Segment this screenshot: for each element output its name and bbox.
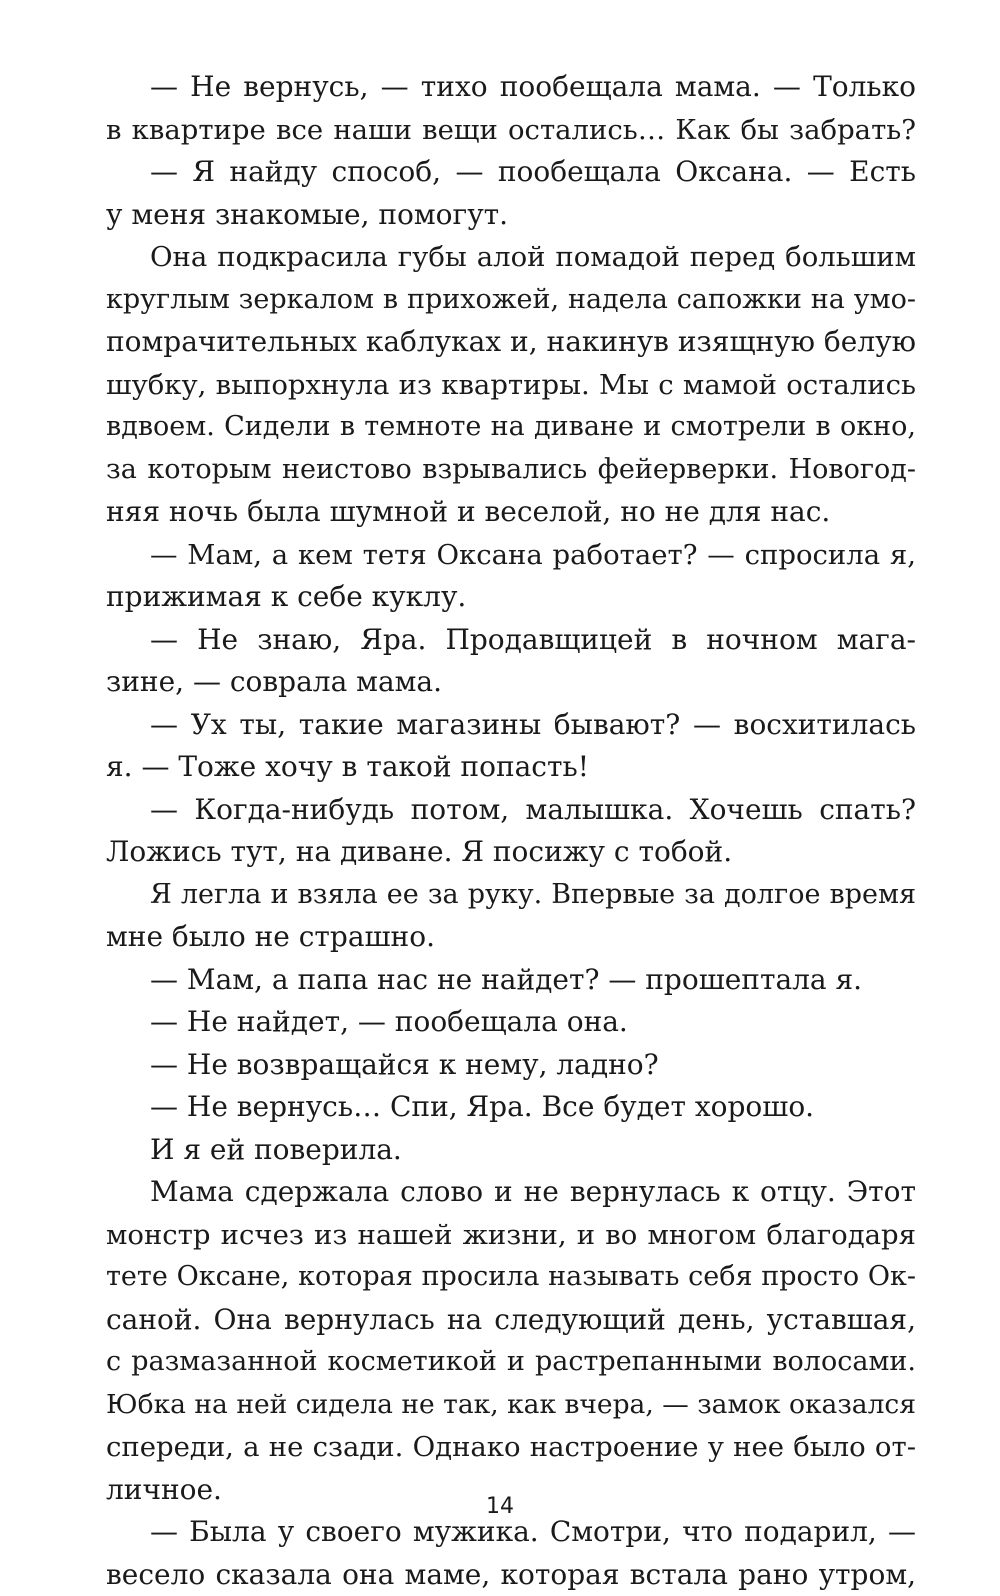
text-line: Мама сдержала слово и не вернулась к отцу. Этот xyxy=(106,1171,916,1214)
text-line: прижимая к себе куклу. xyxy=(106,576,916,619)
text-line: И я ей поверила. xyxy=(106,1129,916,1172)
text-line: няя ночь была шумной и веселой, но не для нас. xyxy=(106,491,916,534)
text-line: — Не вернусь… Спи, Яра. Все будет хорошо. xyxy=(106,1086,916,1129)
text-line: — Не знаю, Яра. Продавщицей в ночном мага- xyxy=(106,619,916,662)
text-line: Ложись тут, на диване. Я посижу с тобой. xyxy=(106,831,916,874)
text-line: Я легла и взяла ее за руку. Впервые за долгое время xyxy=(106,874,916,917)
text-line: весело сказала она маме, которая встала рано утром, xyxy=(106,1554,916,1596)
text-line: в квартире все наши вещи остались… Как бы забрать? xyxy=(106,109,916,152)
text-line: Она подкрасила губы алой помадой перед большим xyxy=(106,236,916,279)
text-line: спереди, а не сзади. Однако настроение у нее было от- xyxy=(106,1426,916,1469)
text-line: — Когда-нибудь потом, малышка. Хочешь спать? xyxy=(106,789,916,832)
text-line: — Мам, а папа нас не найдет? — прошептала я. xyxy=(106,959,916,1002)
text-line: — Мам, а кем тетя Оксана работает? — спросила я, xyxy=(106,534,916,577)
text-line: — Я найду способ, — пообещала Оксана. — Есть xyxy=(106,151,916,194)
text-line: помрачительных каблуках и, накинув изящную белую xyxy=(106,321,916,364)
body-text xyxy=(106,66,916,1596)
text-line: монстр исчез из нашей жизни, и во многом благодаря xyxy=(106,1214,916,1257)
text-line: мне было не страшно. xyxy=(106,916,916,959)
text-line: — Не возвращайся к нему, ладно? xyxy=(106,1044,916,1087)
text-line: с размазанной косметикой и растрепанными волосами. xyxy=(106,1341,916,1384)
text-line: саной. Она вернулась на следующий день, уставшая, xyxy=(106,1299,916,1342)
text-line: Юбка на ней сидела не так, как вчера, — замок оказался xyxy=(106,1384,916,1427)
text-line: у меня знакомые, помогут. xyxy=(106,194,916,237)
text-line: — Была у своего мужика. Смотри, что подарил, — xyxy=(106,1511,916,1554)
text-line: личное. xyxy=(106,1469,916,1512)
text-line: за которым неистово взрывались фейерверки. Новогод- xyxy=(106,449,916,492)
text-line: вдвоем. Сидели в темноте на диване и смотрели в окно, xyxy=(106,406,916,449)
text-line: — Ух ты, такие магазины бывают? — восхитилась xyxy=(106,704,916,747)
text-line: шубку, выпорхнула из квартиры. Мы с мамой остались xyxy=(106,364,916,407)
text-line: круглым зеркалом в прихожей, надела сапожки на умо- xyxy=(106,279,916,322)
text-line: я. — Тоже хочу в такой попасть! xyxy=(106,746,916,789)
text-line: — Не найдет, — пообещала она. xyxy=(106,1001,916,1044)
text-line: тете Оксане, которая просила называть себя просто Ок- xyxy=(106,1256,916,1299)
text-line: зине, — соврала мама. xyxy=(106,661,916,704)
text-line: — Не вернусь, — тихо пообещала мама. — Только xyxy=(106,66,916,109)
page-number: 14 xyxy=(0,1494,1000,1519)
